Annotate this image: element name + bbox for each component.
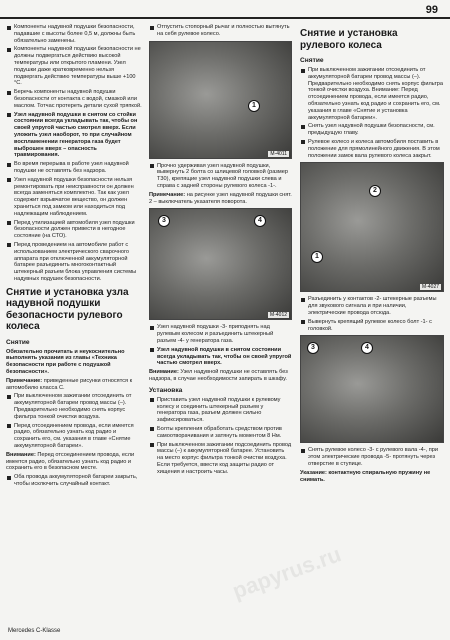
- callout-1: 1: [248, 100, 260, 112]
- subsection-title: Установка: [149, 386, 183, 394]
- caution: [300, 470, 444, 484]
- list-item: При выключенном зажигании отсоединить от аккумуляторной батареи провод массы (–). Предварительно необходимо снять корпус фильтра тонкой очистки воздуха.: [6, 393, 142, 420]
- list-item: Отпустить стопорный рычаг и полностью вытянуть на себя рулевое колесо.: [149, 24, 292, 38]
- list-item: Приставить узел надувной подушки к рулевому колесу и соединить штекерный разъем у генератора газа, разъем должен сильно зафиксироваться.: [149, 397, 292, 424]
- attention-text: Узел надувной подушки не оставлять без надзора, в случае необходимости запирать в шкафу.: [149, 369, 288, 382]
- list-item: Компоненты надувной подушки безопасности не должны подвергаться действию высокой температуры или открытого пламени. Узел подушки даже кратковременно нельзя подвергать действию температуры выше +100 °С.: [6, 46, 142, 87]
- list-item-bold: Узел надувной подушки в снятом со стойки состоянии всегда укладывать так, чтобы он своей упругой частью смотрел вверх. Если уложить узел наоборот, то при случайном воспламенении генератора газа будет выброшен вверх – опасность травмирования.: [6, 112, 142, 160]
- list-item: Прочно удерживая узел надувной подушки, вывернуть 2 болта со шлицевой головкой (размер Т30), крепящие узел надувной подушки слева и справа с задней стороны рулевого колеса -1-.: [149, 163, 292, 190]
- callout-3: 3: [158, 215, 170, 227]
- list-item: Перед проведением на автомобиле работ с использованием электрического сварочного аппарата при отключенной аккумуляторной батарее разъединить многоконтактный штекерный разъем блока управления системы надувных подушек безопасности.: [6, 242, 142, 283]
- attention: [149, 369, 292, 383]
- note-label: Примечание:: [6, 377, 43, 384]
- list-item: Перед отсоединением провода, если имеется радио, обязательно узнать код радио и сохранить его, см. указания в главе «Снятие аккумуляторной батареи».: [6, 423, 142, 450]
- subsection-title: Снятие: [6, 338, 30, 346]
- photo-airbag-bolts: [149, 41, 292, 159]
- page-number: 99: [425, 4, 438, 16]
- list-item: Во время перерыва в работе узел надувной подушки не оставлять без надзора.: [6, 161, 142, 175]
- list-item: Узел надувной подушки безопасности нельзя ремонтировать при неисправности он должен всегда заменяться комплектно. Так как узел содержит взрывчатое вещество, он должен храниться под замком или находиться под надлежащим наблюдением.: [6, 177, 142, 218]
- callout-4: 4: [254, 215, 266, 227]
- attention-text: Перед отсоединением провода, если имеется радио, обязательно узнать код радио и сохранить его в безопасном месте.: [6, 451, 135, 472]
- note: [149, 192, 292, 206]
- list-item-bold: Узел надувной подушки в снятом состоянии всегда укладывать так, чтобы он своей упругой частью смотрел вверх.: [149, 347, 292, 367]
- callout-1: 1: [311, 251, 323, 263]
- attention-label: Внимание:: [149, 369, 179, 376]
- note-label: Примечание:: [149, 191, 186, 198]
- photo-steering-wheel-bolt: [300, 162, 444, 292]
- list-item: Беречь компоненты надувной подушки безопасности от контакта с водой, смазкой или маслом. Тотчас протереть детали сухой тряпкой.: [6, 89, 142, 109]
- header-rule: [0, 17, 450, 19]
- callout-3: 3: [307, 342, 319, 354]
- note-text: приведенные рисунки относятся к автомобилю класса С.: [6, 377, 133, 391]
- column-right: [300, 24, 444, 485]
- list-item: Рулевое колесо и колеса автомобиля поставить в положение для прямолинейного движения. В этом положении замок вала рулевого колеса закрыт.: [300, 139, 444, 159]
- list-item: Болты крепления обработать средством против самоотворачивания и затянуть моментом 8 Нм.: [149, 426, 292, 440]
- section-title: Снятие и установка узла надувной подушки безопасности рулевого колеса: [6, 286, 129, 333]
- list-item: Разъединить у контактов -2- штекерные разъемы для звукового сигнала и при наличии, электрические провода отсюда.: [300, 296, 444, 316]
- attention: [6, 452, 142, 472]
- intro-warning: Обязательно прочитать и неукоснительно выполнять указания из главы «Техника безопасности при работе с подушкой безопасности».: [6, 348, 125, 376]
- list-item: Снять рулевое колесо -3- с рулевого вала -4-, при этом электрические провода -5- протянуть через отверстие в ступице.: [300, 447, 444, 467]
- photo-ref: M-4027: [422, 284, 439, 291]
- footer: Mercedes С-Klasse: [8, 628, 61, 634]
- section-title: Снятие и установка рулевого колеса: [300, 28, 398, 51]
- photo-ref: M-4012: [270, 312, 287, 319]
- column-left: [6, 24, 142, 490]
- callout-2: 2: [369, 185, 381, 197]
- list-item: При выключенном зажигании отсоединить от аккумуляторной батареи провод массы (–). Предварительно необходимо снять корпус фильтра тонкой очистки воздуха. Внимание: Перед отсоединением провода, если имеется радио, обязательно узнать код радио и сохранить его, см. указания в главе «Снятие и установка аккумуляторной батареи».: [300, 67, 444, 121]
- column-middle: [149, 24, 292, 478]
- list-item: Перед утилизацией автомобиля узел подушки безопасности должен привести в негодное состояние (на СТО).: [6, 220, 142, 240]
- photo-steering-wheel-removal: [300, 335, 444, 443]
- list-item: Оба провода аккумуляторной батареи закрыть, чтобы исключить случайный контакт.: [6, 474, 142, 488]
- photo-airbag-connector: [149, 208, 292, 320]
- list-item: Снять узел надувной подушки безопасности, см. предыдущую главу.: [300, 123, 444, 137]
- list-item: Компоненты надувной подушки безопасности, падавшие с высоты более 0,5 м, должны быть обязательно заменены.: [6, 24, 142, 44]
- attention-label: Внимание:: [6, 451, 36, 458]
- caution-text: контактную спиральную пружину не снимать.: [300, 469, 431, 483]
- note: [6, 378, 142, 392]
- callout-4: 4: [361, 342, 373, 354]
- list-item: Вывернуть крепящий рулевое колесо болт -1- с головкой.: [300, 319, 444, 333]
- note-text: на рисунке узел надувной подушки снят. 2 – выключатель указателя поворота.: [149, 191, 292, 205]
- list-item: При выключенном зажигании подсоединить провод массы (–) к аккумуляторной батарее. Установить на место корпус фильтра тонкой очистки воздуха. Если требуется, ввести код защиты радио от хищения и настроить часы.: [149, 442, 292, 476]
- photo-ref: M-4011: [270, 150, 287, 157]
- caution-label: Указание:: [300, 469, 327, 476]
- list-item: Узел надувной подушки -3- приподнять над рулевым колесом и разъединить штекерный разъем -4- у генератора газа.: [149, 324, 292, 344]
- watermark: papyrus.ru: [228, 541, 345, 604]
- subsection-title: Снятие: [300, 57, 324, 64]
